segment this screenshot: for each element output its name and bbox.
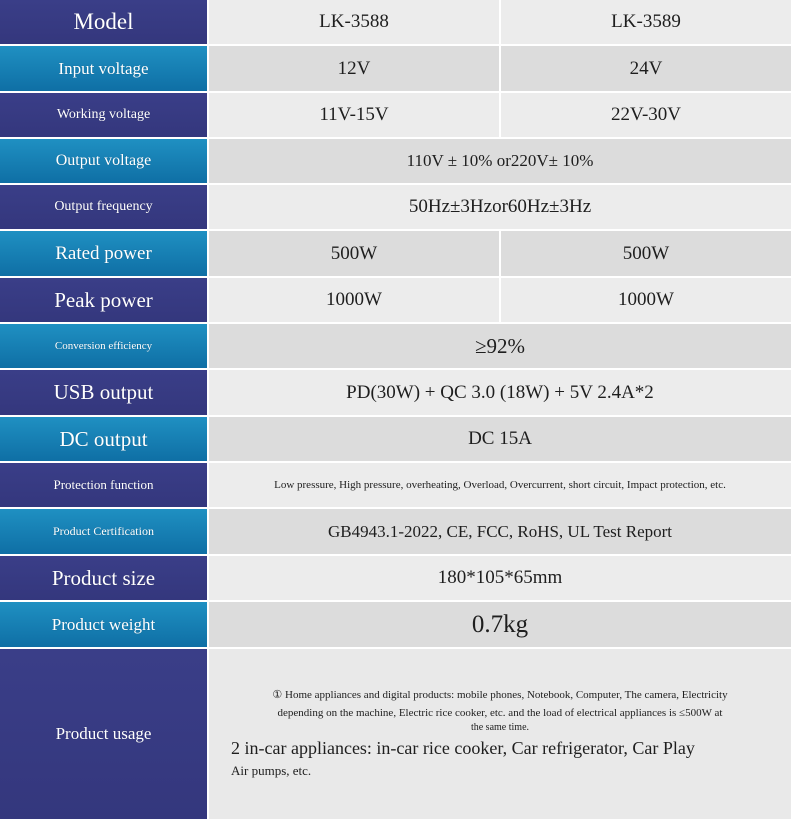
row-label: Product Certification [0, 509, 209, 556]
cell-lk3588: 500W [209, 231, 501, 278]
cell-both-models: GB4943.1-2022, CE, FCC, RoHS, UL Test Report [209, 509, 791, 556]
row-label: Input voltage [0, 46, 209, 93]
table-row-product-usage [0, 649, 791, 819]
table-row-protection-function [0, 463, 791, 509]
table-row-product-weight [0, 602, 791, 649]
cell-both-models: 50Hz±3Hzor60Hz±3Hz [209, 185, 791, 231]
table-row-input-voltage [0, 46, 791, 93]
cell-both-models: ≥92% [209, 324, 791, 370]
row-label: Rated power [0, 231, 209, 278]
row-label: Product size [0, 556, 209, 602]
usage-line-3: the same time. [470, 722, 530, 733]
row-label: Protection function [0, 463, 209, 509]
cell-lk3589: 24V [501, 46, 791, 93]
table-row-dc-output [0, 417, 791, 463]
cell-lk3588: 1000W [209, 278, 501, 324]
cell-both-models: 0.7kg [209, 602, 791, 649]
cell-both-models: PD(30W) + QC 3.0 (18W) + 5V 2.4A*2 [209, 370, 791, 417]
cell-both-models: 110V ± 10% or220V± 10% [209, 139, 791, 185]
table-row-working-voltage [0, 93, 791, 139]
product-usage-text [209, 649, 791, 819]
row-label: Output frequency [0, 185, 209, 231]
usage-line-5: Air pumps, etc. [231, 763, 312, 778]
cell-lk3588: 11V-15V [209, 93, 501, 139]
cell-both-models: Low pressure, High pressure, overheating, Overload, Overcurrent, short circuit, Impact protection, etc. [209, 463, 791, 509]
row-label: Output voltage [0, 139, 209, 185]
usage-line-1: ① Home appliances and digital products: mobile phones, Notebook, Computer, The camera, Electricity [272, 689, 728, 701]
row-label: Working voltage [0, 93, 209, 139]
table-row-peak-power [0, 278, 791, 324]
table-row-output-frequency [0, 185, 791, 231]
row-label: Product weight [0, 602, 209, 649]
cell-lk3589: 22V-30V [501, 93, 791, 139]
table-row-rated-power [0, 231, 791, 278]
row-label: Product usage [0, 649, 209, 819]
table-row-product-size [0, 556, 791, 602]
cell-lk3589: 500W [501, 231, 791, 278]
cell-lk3589: LK-3589 [501, 0, 791, 46]
usage-line-2: depending on the machine, Electric rice cooker, etc. and the load of electrical appliances is ≤500W at [277, 707, 723, 719]
row-label: Peak power [0, 278, 209, 324]
cell-lk3588: LK-3588 [209, 0, 501, 46]
table-row-model [0, 0, 791, 46]
row-label: USB output [0, 370, 209, 417]
row-label: DC output [0, 417, 209, 463]
row-label: Conversion efficiency [0, 324, 209, 370]
usage-line-4: 2 in-car appliances: in-car rice cooker, Car refrigerator, Car Play [231, 738, 695, 758]
table-row-output-voltage [0, 139, 791, 185]
cell-both-models: 180*105*65mm [209, 556, 791, 602]
cell-lk3589: 1000W [501, 278, 791, 324]
row-label: Model [0, 0, 209, 46]
table-row-usb-output [0, 370, 791, 417]
cell-both-models: DC 15A [209, 417, 791, 463]
table-row-product-certification [0, 509, 791, 556]
cell-lk3588: 12V [209, 46, 501, 93]
table-row-conversion-efficiency [0, 324, 791, 370]
